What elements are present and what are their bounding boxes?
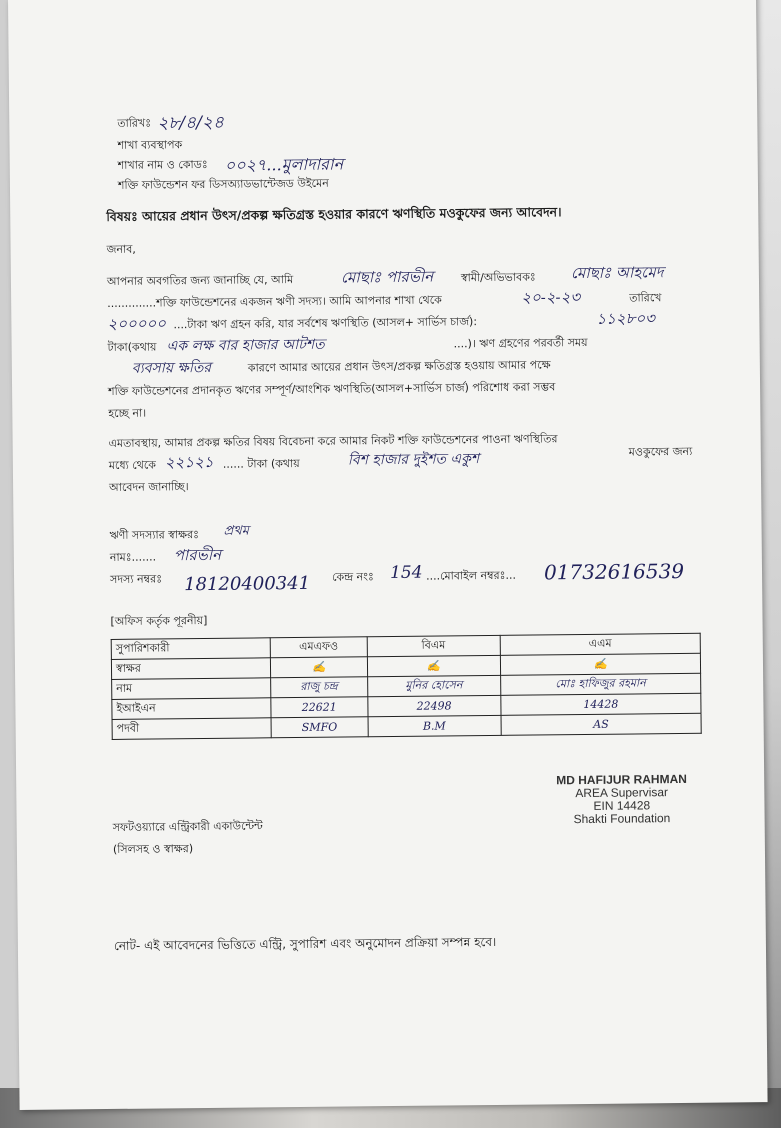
table-cell: 14428 [501, 693, 701, 715]
organization-line: শক্তি ফাউন্ডেশন ফর ডিসঅ্যাডভান্টেজড উইমেন [117, 176, 329, 192]
subject-line: বিষয়ঃ আয়ের প্রধান উৎস/প্রকল্প ক্ষতিগ্রস্ত হওয়ার কারণে ঋণস্থিতি মওকুফের জন্য আবেদন। [106, 204, 562, 224]
balance-in-words: এক লক্ষ বার হাজার আটশত [166, 336, 325, 355]
stamp-organization: Shakti Foundation [573, 811, 671, 827]
official-stamp [556, 773, 687, 826]
stamp-title: AREA Supervisar [575, 785, 669, 801]
row-label: স্বাক্ষর [111, 658, 270, 680]
table-cell: 22498 [367, 695, 500, 716]
table-header-cell: বিএম [367, 635, 500, 656]
signature-mark-icon: ✍ [593, 657, 608, 671]
salutation: জনাব, [106, 242, 136, 256]
para2-text-4: মওকুফের জন্য [628, 444, 693, 459]
accountant-label: সফটওয়্যারে এন্ট্রিকারী একাউন্টেন্ট [112, 819, 263, 834]
table-cell: AS [501, 713, 701, 735]
branch-label: শাখার নাম ও কোডঃ [117, 157, 208, 172]
signature-cell [270, 657, 367, 678]
branch-value: ০০২৭...মুলাদারান [224, 154, 344, 175]
loan-amount: ২০০০০০ [107, 314, 167, 333]
loss-reason: ব্যবসায় ক্ষতির [131, 359, 212, 377]
signature-cell [500, 653, 700, 675]
para2-text-3: ...... টাকা (কথায় [222, 456, 300, 471]
para1-text-10: হচ্ছে না। [108, 406, 147, 420]
member-number: 18120400341 [184, 572, 311, 596]
para1-text-4: তারিখে [629, 291, 662, 305]
signature-cell [367, 655, 500, 676]
para1-text-1: আপনার অবগতির জন্য জানাচ্ছি যে, আমি [106, 273, 294, 288]
para1-text-9: শক্তি ফাউন্ডেশনের প্রদানকৃত ঋণের সম্পূর্ণ/আংশিক ঋণস্থিতি(আসল+সার্ভিস চার্জ) পরিশোধ করা সম্ভব [108, 380, 556, 398]
para1-text-7: ....)। ঋণ গ্রহণের পরবর্তী সময় [453, 335, 588, 351]
recommendation-table [111, 633, 702, 740]
member-signature-label: ঋণী সদস্যার স্বাক্ষরঃ [109, 528, 200, 542]
table-header-cell: সুপারিশকারী [111, 638, 270, 660]
mobile-label: ....মোবাইল নম্বরঃ... [425, 568, 517, 583]
table-cell: SMFO [271, 717, 368, 738]
applicant-name: মোছাঃ পারভীন [340, 267, 434, 287]
footer-note: নোট- এই আবেদনের ভিত্তিতে এন্ট্রি, সুপারিশ এবং অনুমোদন প্রক্রিয়া সম্পন্ন হবে। [113, 934, 497, 953]
stamp-ein: EIN 14428 [593, 798, 651, 813]
row-label: নাম [112, 678, 271, 700]
recipient-line: শাখা ব্যবস্থাপক [117, 138, 183, 152]
member-name-label: নামঃ....... [109, 550, 157, 564]
row-label: ইআইএন [112, 698, 271, 720]
member-number-label: সদস্য নম্বরঃ [110, 572, 163, 586]
date-label: তারিখঃ [117, 116, 152, 130]
center-number: 154 [389, 562, 423, 584]
mobile-number: 01732616539 [543, 558, 685, 585]
para1-text-6: টাকা(কথায় [107, 340, 157, 354]
para2-text-1: এমতাবস্থায়, আমার প্রকল্প ক্ষতির বিষয় বিবেচনা করে আমার নিকট শক্তি ফাউন্ডেশনের পাওনা ঋণস্থিতির [108, 432, 558, 450]
seal-label: (সিলসহ ও স্বাক্ষর) [112, 842, 194, 856]
table-cell: মোঃ হাফিজুর রহমান [500, 673, 700, 695]
date-value: ২৮/৪/২৪ [157, 112, 225, 134]
table-cell: 22621 [271, 697, 368, 718]
para1-text-2: স্বামী/অভিভাবকঃ [460, 270, 536, 285]
loan-date: ২০-২-২৩ [521, 288, 581, 307]
para1-text-8: কারণে আমার আয়ের প্রধান উৎস/প্রকল্প ক্ষতিগ্রস্ত হওয়ায় আমার পক্ষে [247, 358, 551, 375]
office-use-note: [অফিস কর্তৃক পূরনীয়] [110, 613, 208, 628]
table-cell: B.M [368, 715, 501, 736]
waiver-amount: ২২১২১ [164, 452, 214, 472]
loan-balance: ১১২৮০৩ [596, 309, 655, 328]
waiver-in-words: বিশ হাজার দুইশত একুশ [347, 451, 480, 469]
para2-text-5: আবেদন জানাচ্ছি। [109, 480, 189, 494]
table-cell: রাজু চন্দ্র [271, 677, 368, 698]
para2-text-2: মধ্যে থেকে [108, 458, 157, 472]
member-signature: প্রথম [223, 523, 249, 539]
row-label: পদবী [112, 718, 271, 740]
para1-text-3: ..............শক্তি ফাউন্ডেশনের একজন ঋণী সদস্য। আমি আপনার শাখা থেকে [107, 293, 442, 310]
signature-mark-icon: ✍ [426, 659, 441, 673]
center-label: কেন্দ্র নংঃ [331, 570, 374, 584]
table-header-cell: এমএফও [270, 637, 367, 658]
application-form [8, 0, 768, 1110]
member-name: পারভীন [173, 545, 222, 565]
signature-mark-icon: ✍ [311, 660, 326, 674]
para1-text-5: ....টাকা ঋণ গ্রহন করি, যার সর্বশেষ ঋণস্থিতি (আসল+ সার্ভিস চার্জ): [173, 315, 478, 332]
table-header-cell: এএম [500, 633, 700, 655]
stamp-name: MD HAFIJUR RAHMAN [556, 771, 687, 788]
guardian-name: মোছাঃ আহমেদ [570, 263, 664, 283]
table-cell: মুনির হোসেন [367, 675, 500, 696]
